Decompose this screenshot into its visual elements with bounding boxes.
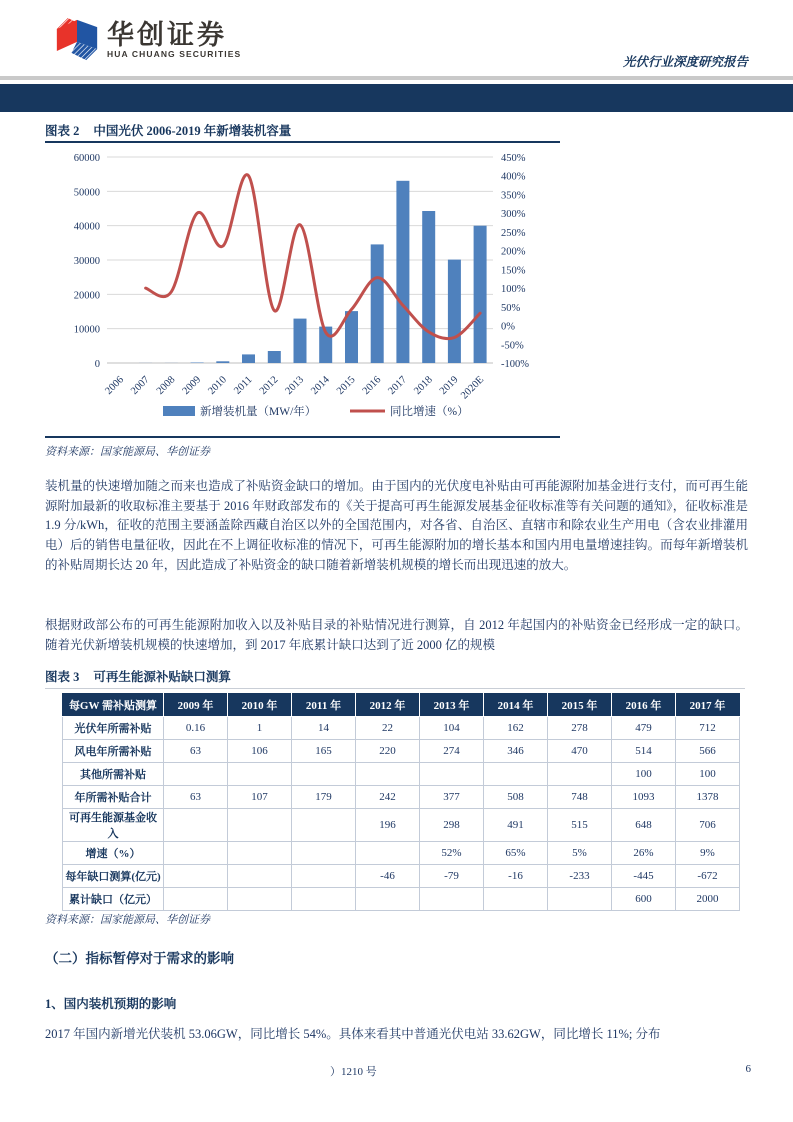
right-axis-tick: 150% [501,265,526,277]
table-row [63,786,740,809]
table-cell: 196 [356,809,420,842]
legend-bar-label: 新增装机量（MW/年） [200,406,317,418]
bar-2015 [345,311,358,363]
table-cell: 242 [356,786,420,809]
table-cell: -233 [548,865,612,888]
x-axis-label: 2012 [257,374,281,397]
left-axis-tick: 20000 [73,290,100,302]
left-axis-tick: 0 [94,359,100,370]
table-cell [484,763,548,786]
row-label: 光伏年所需补贴 [63,717,164,740]
header-divider [0,76,793,80]
table-cell: 179 [292,786,356,809]
table-cell [548,763,612,786]
left-axis-tick: 50000 [73,187,100,199]
bar-2011 [242,354,255,363]
table-cell [292,763,356,786]
figure3-title-rule [45,688,745,689]
x-axis-label: 2007 [129,374,152,397]
left-axis-tick: 40000 [73,221,100,233]
sub-heading: 1、国内装机预期的影响 [45,997,177,1011]
x-axis-label: 2016 [360,374,384,397]
table-cell: 748 [548,786,612,809]
table-body [63,717,740,911]
logo-en-text: HUA CHUANG SECURITIES [107,49,242,59]
table-cell: 346 [484,740,548,763]
figure3-label: 图表 3 [45,670,80,684]
logo-cn-text: 华创证券 [107,20,227,50]
table-cell: -16 [484,865,548,888]
table-cell [164,888,228,911]
table-cell: 107 [228,786,292,809]
table-header-row [63,694,740,717]
table-row [63,740,740,763]
x-axis-label: 2006 [103,374,127,397]
table-cell: 1 [228,717,292,740]
paragraph-subsidy-gap: 装机量的快速增加随之而来也造成了补贴资金缺口的增加。由于国内的光伏度电补贴由可再能源附加基金进行支付，而可再生能源附加最新的收取标准主要基于 2016 年财政部发布的《关于提高可再生能源发展基金征收标准等有关问题的通知》，征收标准是 1.9 分/kWh，征收的范围主要涵盖除西藏自治区以外的全国范围内，对各省、自治区、直辖市和除农业生产用电（含农业排灌用电）后的销售电量征收，因此在不上调征收标准的情况下，可再生能源附加的增长基本和国内用电量增速挂钩。而每年新增装机的补贴周期长达 20 年，因此造成了补贴资金的缺口随着新增装机规模的增长而出现迅速的放大。 [45,479,748,572]
paragraph-gap-estimate: 根据财政部公布的可再生能源附加收入以及补贴目录的补贴情况进行测算，自 2012 年起国内的补贴资金已经形成一定的缺口。随着光伏新增装机规模的快速增加，到 2017 年底累计缺口达到了近 2000 亿的规模 [45,618,748,652]
table-cell: 22 [356,717,420,740]
table-cell: 712 [676,717,740,740]
bar-2018 [422,211,435,363]
right-axis-tick: 200% [501,246,526,258]
table-cell [356,763,420,786]
bar-2019 [448,260,461,363]
table-cell: 1378 [676,786,740,809]
table-cell: 100 [612,763,676,786]
table-cell: 14 [292,717,356,740]
table-row [63,888,740,911]
table-cell: 5% [548,842,612,865]
table-row [63,809,740,842]
right-axis-tick: 400% [501,171,526,183]
bar-2012 [268,351,281,363]
table-cell [164,763,228,786]
table-cell: 470 [548,740,612,763]
figure2-source: 资料来源：国家能源局、华创证券 [45,446,210,458]
table-cell: -672 [676,865,740,888]
table-cell [228,763,292,786]
table-cell [228,865,292,888]
table-cell [356,888,420,911]
table-cell [356,842,420,865]
left-axis-tick: 10000 [73,324,100,336]
right-axis-tick: -100% [501,359,529,370]
table-cell: 104 [420,717,484,740]
x-axis-label: 2008 [154,374,178,397]
x-axis-label: 2010 [206,374,229,397]
header-cell-year: 2014 年 [484,694,548,717]
table-cell [164,865,228,888]
bar-2013 [294,319,307,363]
legend-bar-swatch [163,406,195,416]
table-cell: 491 [484,809,548,842]
table-cell [292,865,356,888]
header-cell-year: 2012 年 [356,694,420,717]
figure2-label: 图表 2 [45,124,80,138]
x-axis-label: 2014 [309,374,332,397]
table-cell [292,888,356,911]
header-cell-year: 2011 年 [292,694,356,717]
x-axis-label: 2013 [283,374,307,397]
right-axis-tick: 300% [501,209,526,221]
table-cell: 100 [676,763,740,786]
row-label: 年所需补贴合计 [63,786,164,809]
table-cell: 274 [420,740,484,763]
company-logo [55,16,241,64]
footer-license-text: ）1210 号 [330,1066,377,1078]
table-cell: 479 [612,717,676,740]
table-row [63,842,740,865]
table-header [63,694,740,717]
table-cell: 508 [484,786,548,809]
row-label: 每年缺口测算(亿元) [63,865,164,888]
right-axis-tick: 50% [501,302,521,314]
figure2-title [45,121,291,139]
right-axis-tick: 450% [501,153,526,164]
header-cell-year: 2009 年 [164,694,228,717]
table-cell: 162 [484,717,548,740]
row-label: 可再生能源基金收入 [63,809,164,842]
table-cell: -46 [356,865,420,888]
bar-2020E [474,226,487,363]
table-cell: 26% [612,842,676,865]
table-cell: 2000 [676,888,740,911]
row-label: 增速（%） [63,842,164,865]
x-axis-label: 2018 [412,374,435,397]
table-cell: 63 [164,786,228,809]
bar-2009 [191,363,204,364]
x-axis-label: 2019 [437,374,461,397]
table-cell: 65% [484,842,548,865]
header-navy-band [0,84,793,112]
table-cell [228,888,292,911]
row-label: 风电年所需补贴 [63,740,164,763]
paragraph-2017-install: 2017 年国内新增光伏装机 53.06GW，同比增长 54%。具体来看其中普通光伏电站 33.62GW，同比增长 11%; 分布 [45,1027,661,1041]
header-cell-label: 每GW 需补贴测算 [63,694,164,717]
row-label: 累计缺口（亿元） [63,888,164,911]
right-axis-tick: -50% [501,340,524,352]
table-cell: -79 [420,865,484,888]
table-cell: 515 [548,809,612,842]
table-cell: 52% [420,842,484,865]
figure2-title-rule [45,141,560,143]
figure3-source: 资料来源：国家能源局、华创证券 [45,914,210,926]
x-axis-label: 2015 [334,374,358,397]
right-axis-tick: 350% [501,190,526,202]
table-cell: 165 [292,740,356,763]
x-axis-label: 2020E [459,374,487,402]
table-cell: 706 [676,809,740,842]
x-axis-label: 2009 [180,374,204,397]
figure2-bottom-rule [45,436,560,438]
table-cell: 9% [676,842,740,865]
table-cell [164,842,228,865]
table-cell: 0.16 [164,717,228,740]
bar-2010 [216,361,229,363]
header-cell-year: 2010 年 [228,694,292,717]
right-axis-tick: 0% [501,321,515,333]
right-axis-tick: 100% [501,284,526,296]
table-cell [420,888,484,911]
table-cell [228,809,292,842]
figure3-title-text: 可再生能源补贴缺口测算 [93,670,231,684]
section-heading: （二）指标暂停对于需求的影响 [45,951,234,966]
bar-2017 [396,181,409,363]
right-axis-tick: 250% [501,227,526,239]
header-cell-year: 2017 年 [676,694,740,717]
pv-capacity-chart [45,147,560,435]
figure2-title-text: 中国光伏 2006-2019 年新增装机容量 [93,124,292,138]
table-cell [484,888,548,911]
left-axis-tick: 30000 [73,256,100,267]
table-row [63,865,740,888]
header-cell-year: 2015 年 [548,694,612,717]
table-cell: 600 [612,888,676,911]
table-cell [292,842,356,865]
logo-cube-icon [55,16,99,64]
table-cell: 220 [356,740,420,763]
page-number: 6 [745,1063,751,1075]
table-cell [548,888,612,911]
table-cell: 648 [612,809,676,842]
legend-line-label: 同比增速（%） [390,406,469,418]
header-cell-year: 2016 年 [612,694,676,717]
table-cell [228,842,292,865]
table-cell: 278 [548,717,612,740]
figure3-title [45,667,231,685]
table-cell: -445 [612,865,676,888]
table-cell [292,809,356,842]
table-cell: 514 [612,740,676,763]
table-cell [420,763,484,786]
table-cell: 377 [420,786,484,809]
table-row [63,763,740,786]
table-cell: 1093 [612,786,676,809]
table-cell: 566 [676,740,740,763]
table-cell: 298 [420,809,484,842]
x-axis-label: 2017 [386,374,410,397]
table-cell: 63 [164,740,228,763]
report-title: 光伏行业深度研究报告 [622,55,748,69]
subsidy-gap-table [62,693,740,911]
row-label: 其他所需补贴 [63,763,164,786]
table-row [63,717,740,740]
header-cell-year: 2013 年 [420,694,484,717]
bar-2016 [371,244,384,363]
table-cell: 106 [228,740,292,763]
left-axis-tick: 60000 [73,153,100,164]
x-axis-label: 2011 [232,374,255,397]
table-cell [164,809,228,842]
